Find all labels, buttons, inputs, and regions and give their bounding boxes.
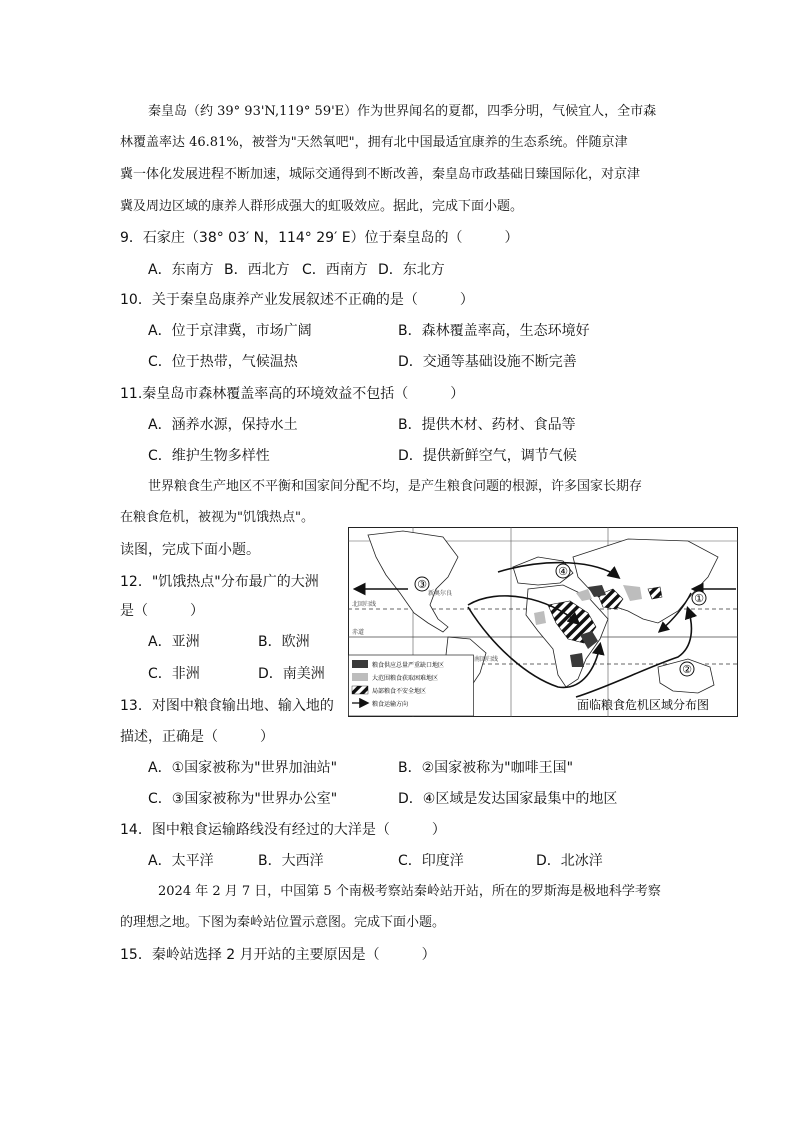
passage2-line1: 世界粮食生产地区不平衡和国家间分配不均，是产生粮食问题的根源，许多国家长期存 — [148, 479, 643, 494]
q10-option-d: D．交通等基础设施不断完善 — [398, 354, 577, 370]
marker-3: ③ — [417, 578, 427, 591]
legend-swatch-severe — [352, 660, 368, 668]
q12-stem-line2: 是（ ） — [120, 603, 204, 619]
legend-label-severe: 粮食供应总量严重缺口地区 — [372, 662, 445, 669]
passage3-line1: 2024 年 2 月 7 日，中国第 5 个南极考察站秦岭站开站，所在的罗斯海是极地科学考察 — [158, 884, 661, 899]
q10-option-a: A．位于京津冀，市场广阔 — [148, 323, 312, 339]
q12-option-b: B．欧洲 — [258, 634, 310, 650]
q10-option-b: B．森林覆盖率高，生态环境好 — [398, 323, 590, 339]
q14-option-b: B．大西洋 — [258, 853, 324, 869]
legend-label-local: 局部粮食不安全地区 — [372, 688, 427, 695]
q13-stem-line1: 13．对图中粮食输出地、输入地的 — [120, 698, 334, 714]
south-tropic-label: 南回归线 — [474, 656, 499, 663]
q14-option-d: D．北冰洋 — [536, 853, 603, 869]
q9-option-d: D．东北方 — [378, 262, 445, 278]
q11-option-a: A．涵养水源，保持水土 — [148, 417, 298, 433]
legend-label-wide: 大范围粮食获取困难地区 — [372, 675, 439, 682]
q12-option-a: A．亚洲 — [148, 634, 200, 650]
q11-option-d: D．提供新鲜空气，调节气候 — [398, 448, 577, 464]
map-caption: 面临粮食危机区域分布图 — [577, 698, 710, 712]
passage3-line2: 的理想之地。下图为秦岭站位置示意图。完成下面小题。 — [120, 915, 446, 930]
q10-stem: 10．关于秦皇岛康养产业发展叙述不正确的是（ ） — [120, 292, 474, 308]
passage1-line2: 林覆盖率达 46.81%，被誉为"天然氧吧"，拥有北中国最适宜康养的生态系统。伴随京津 — [120, 135, 628, 150]
q14-option-c: C．印度洋 — [398, 853, 464, 869]
equator-label: 赤道 — [352, 629, 365, 636]
q11-stem: 11.秦皇岛市森林覆盖率高的环境效益不包括（ ） — [120, 386, 465, 402]
q13-option-a: A．①国家被称为"世界加油站" — [148, 760, 338, 776]
legend-swatch-local — [352, 686, 368, 694]
q14-stem: 14．图中粮食运输路线没有经过的大洋是（ ） — [120, 822, 446, 838]
marker-4: ④ — [558, 565, 568, 578]
q12-option-d: D．南美洲 — [258, 666, 325, 682]
q9-option-c: C．西南方 — [302, 262, 368, 278]
severe-shortage-region — [570, 653, 584, 667]
q12-stem-line1: 12．"饥饿热点"分布最广的大洲 — [120, 574, 319, 590]
q14-option-a: A．太平洋 — [148, 853, 214, 869]
north-tropic-label: 北回归线 — [352, 601, 377, 608]
q13-stem-line2: 描述，正确是（ ） — [120, 729, 274, 745]
wide-difficulty-region — [534, 611, 546, 625]
q13-option-d: D．④区域是发达国家最集中的地区 — [398, 791, 618, 807]
q9-option-a: A．东南方 — [148, 262, 214, 278]
new-orleans-label: 新奥尔良 — [428, 590, 453, 597]
food-crisis-map — [348, 527, 738, 717]
passage1-line3: 冀一体化发展进程不断加速，城际交通得到不断改善，秦皇岛市政基础日臻国际化，对京津 — [120, 167, 641, 182]
q9-option-b: B．西北方 — [224, 262, 290, 278]
passage1-line1: 秦皇岛（约 39° 93'N,119° 59'E）作为世界闻名的夏都，四季分明，气候宜人，全市森 — [148, 104, 657, 119]
marker-2: ② — [682, 663, 692, 676]
passage1-line4: 冀及周边区域的康养人群形成强大的虹吸效应。据此，完成下面小题。 — [120, 199, 524, 214]
passage2-line2: 在粮食危机，被视为"饥饿热点"。 — [120, 510, 314, 525]
passage2-line3: 读图，完成下面小题。 — [120, 542, 260, 558]
q9-stem: 9．石家庄（38° 03′ N，114° 29′ E）位于秦皇岛的（ ） — [120, 230, 519, 246]
q13-option-c: C．③国家被称为"世界办公室" — [148, 791, 338, 807]
q15-stem: 15．秦岭站选择 2 月开站的主要原因是（ ） — [120, 947, 436, 963]
legend-swatch-wide — [352, 673, 368, 681]
q13-option-b: B．②国家被称为"咖啡王国" — [398, 760, 574, 776]
q11-option-c: C．维护生物多样性 — [148, 448, 270, 464]
q10-option-c: C．位于热带，气候温热 — [148, 354, 298, 370]
legend-label-transport: 粮食运输方向 — [372, 701, 409, 708]
marker-1: ① — [694, 592, 704, 605]
q12-option-c: C．非洲 — [148, 666, 200, 682]
q11-option-b: B．提供木材、药材、食品等 — [398, 417, 576, 433]
